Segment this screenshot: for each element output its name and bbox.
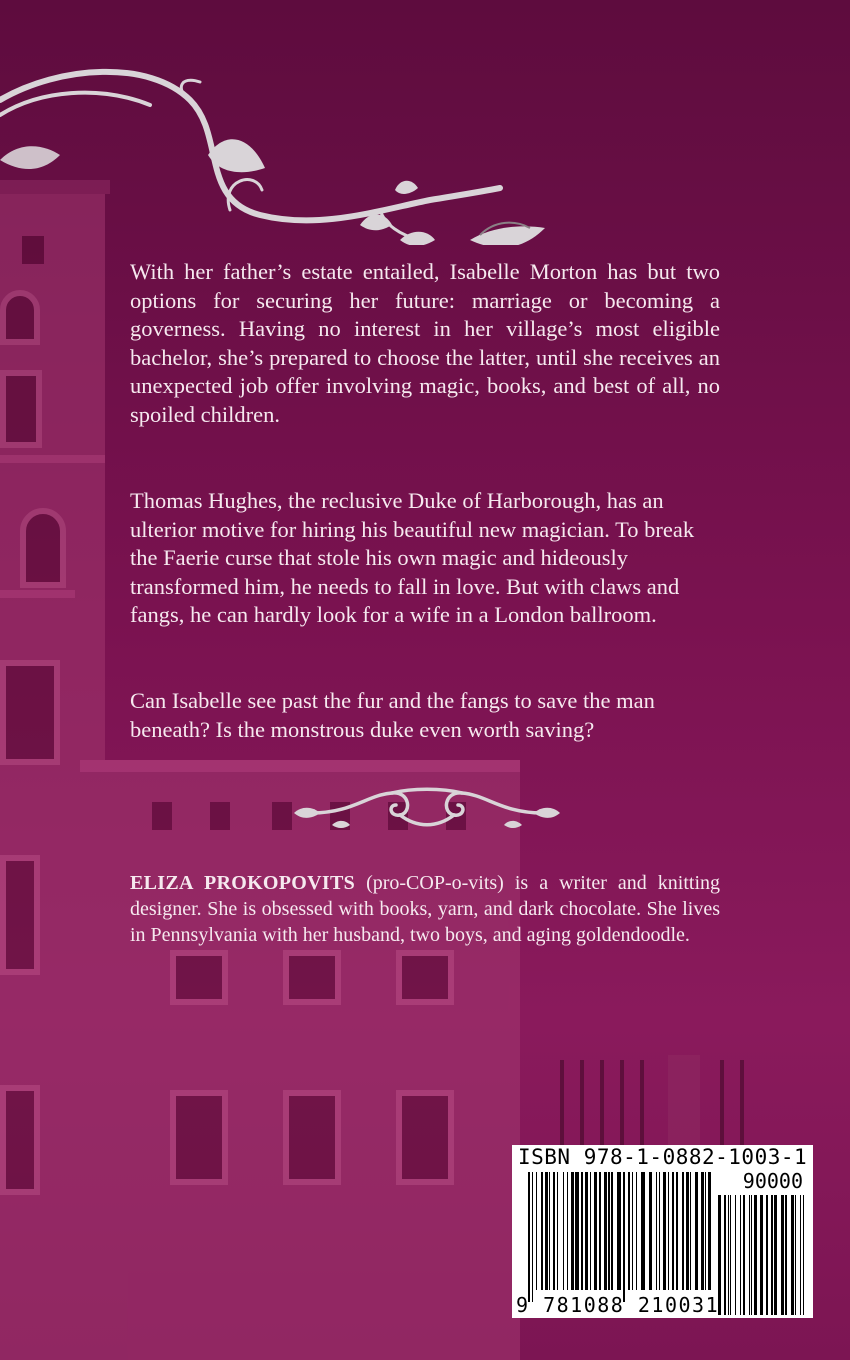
barcode-bar <box>553 1172 555 1290</box>
barcode-bar <box>585 1172 588 1290</box>
scroll-divider-icon <box>292 783 562 833</box>
barcode-bar <box>532 1172 533 1302</box>
ean-barcode-bars <box>528 1172 714 1302</box>
author-bio <box>130 870 720 948</box>
barcode-bar <box>590 1172 591 1290</box>
barcode-bar <box>774 1195 777 1315</box>
barcode-bar <box>701 1172 704 1290</box>
barcode-bar <box>771 1195 773 1315</box>
barcode-bar <box>659 1172 660 1290</box>
barcode-bar <box>623 1172 625 1302</box>
barcode-bar <box>549 1172 550 1290</box>
barcode-bar <box>781 1195 784 1315</box>
barcode-bar <box>563 1172 564 1290</box>
barcode-bar <box>668 1172 669 1290</box>
barcode-bar <box>536 1172 537 1290</box>
barcode-bar <box>754 1195 757 1315</box>
barcode-bar <box>690 1172 691 1290</box>
barcode-bar <box>545 1172 548 1290</box>
barcode-bar <box>795 1195 796 1315</box>
synopsis-paragraph-1-text: With her father’s estate entailed, Isabelle Morton has but two options for securing her future: marriage or becoming a governess. Having no interest in her village’s most eligible bachelor, she’s prepared to choose the latter, until she receives an unexpected job offer involving magic, books, and best of all, no spoiled children. <box>130 259 720 427</box>
barcode-bar <box>567 1172 568 1290</box>
barcode-bar <box>656 1172 657 1290</box>
barcode-bar <box>705 1172 706 1290</box>
isbn-number: ISBN 978-1-0882-1003-1 <box>518 1145 808 1169</box>
barcode-bar <box>641 1172 645 1290</box>
barcode-bar <box>676 1172 678 1290</box>
barcode-bar <box>571 1172 574 1290</box>
author-bio-text: (pro-COP-o-vits) is a writer and knitting designer. She is obsessed with books, yarn, and dark chocolate. She lives in Pennsylvania with her husband, two boys, and aging goldendoodle. <box>130 872 720 946</box>
synopsis-paragraph-1 <box>130 258 720 430</box>
ean-digits: 9 781088 210031 <box>516 1293 720 1317</box>
barcode-bar <box>599 1172 601 1290</box>
isbn-barcode <box>512 1145 813 1318</box>
barcode-bar <box>800 1195 801 1315</box>
barcode-bar <box>628 1172 630 1290</box>
barcode-bar <box>611 1172 613 1290</box>
barcode-bar <box>528 1172 530 1302</box>
barcode-bar <box>617 1172 621 1290</box>
barcode-bar <box>791 1195 794 1315</box>
barcode-bar <box>581 1172 583 1290</box>
synopsis-paragraph-2-text: Thomas Hughes, the reclusive Duke of Harborough, has an ulterior motive for hiring his beautiful new magician. To break the Faerie curse that stole his own magic and hideously transformed him, he needs to fall in love. But with claws and fangs, he can hardly look for a wife in a London ballroom. <box>130 488 695 628</box>
barcode-bar <box>636 1172 637 1290</box>
barcode-bar <box>608 1172 610 1290</box>
barcode-bar <box>594 1172 597 1290</box>
synopsis-paragraph-3 <box>130 687 730 744</box>
barcode-bar <box>604 1172 607 1290</box>
barcode-bar <box>557 1172 558 1290</box>
barcode-bar <box>695 1172 698 1290</box>
barcode-bar <box>749 1195 750 1315</box>
barcode-bar <box>575 1172 579 1290</box>
barcode-bar <box>686 1172 689 1290</box>
author-bio-paragraph <box>130 870 720 948</box>
barcode-bar <box>541 1172 543 1290</box>
barcode-bar <box>760 1195 763 1315</box>
barcode-bar <box>682 1172 684 1290</box>
barcode-bar <box>663 1172 666 1290</box>
barcode-bar <box>803 1195 804 1315</box>
barcode-bar <box>672 1172 674 1290</box>
synopsis-paragraph-2 <box>130 487 720 630</box>
barcode-bar <box>708 1172 711 1290</box>
barcode-bar <box>785 1195 787 1315</box>
barcode-bar <box>632 1172 633 1290</box>
synopsis-paragraph-3-text: Can Isabelle see past the fur and the fangs to save the man beneath? Is the monstrous duke even worth saving? <box>130 688 655 742</box>
author-name: ELIZA PROKOPOVITS <box>130 872 356 894</box>
price-addon-code: 90000 <box>742 1169 803 1193</box>
vine-flourish-icon <box>0 60 580 245</box>
barcode-bar <box>649 1172 652 1290</box>
barcode-bar <box>751 1195 752 1315</box>
barcode-bar <box>766 1195 768 1315</box>
